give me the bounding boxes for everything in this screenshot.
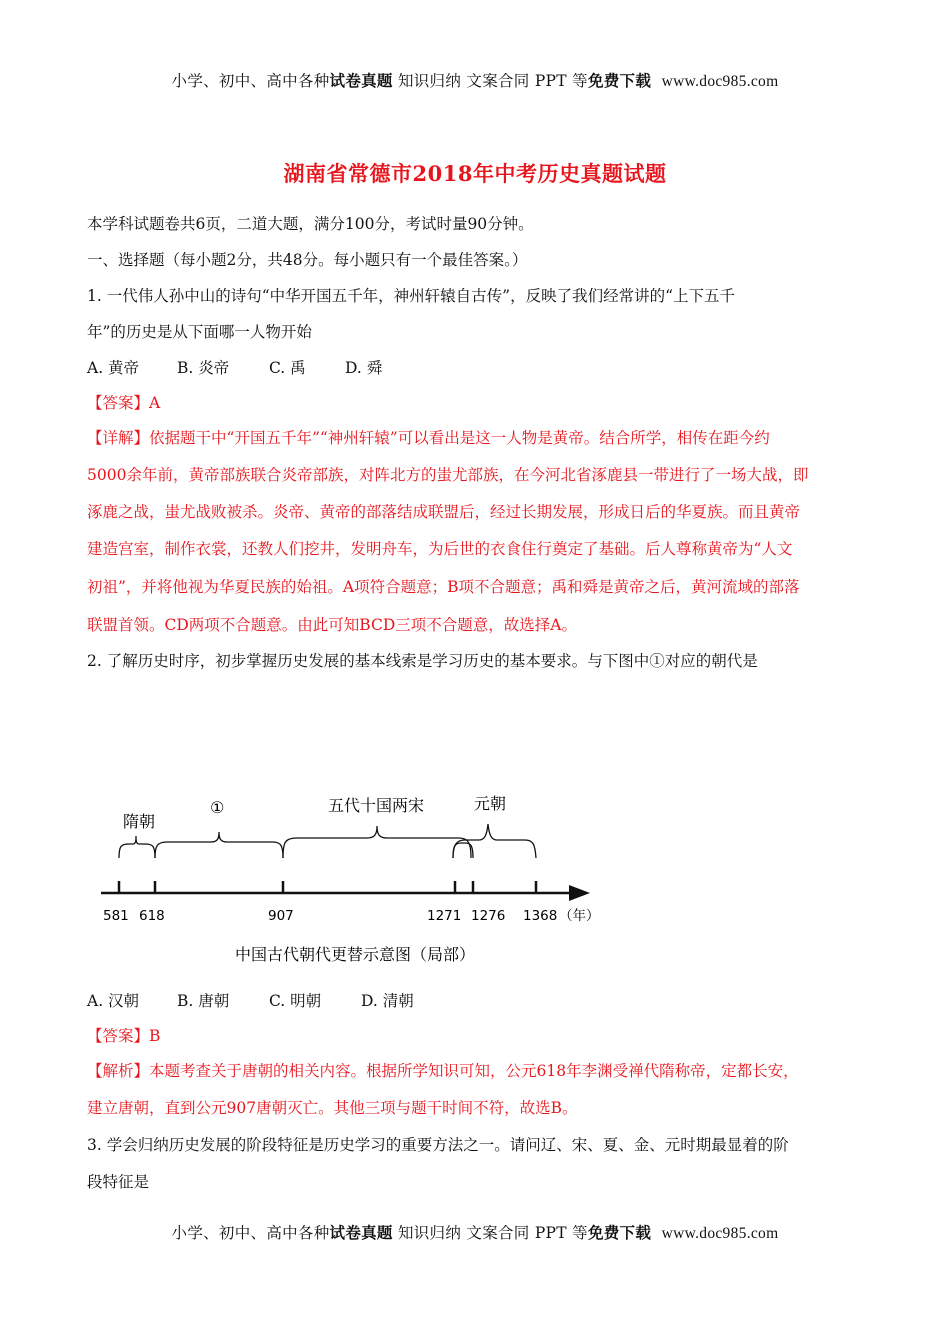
timeline-svg (85, 780, 615, 980)
q1-option-d: D. 舜 (345, 359, 383, 377)
year-unit: （年） (559, 908, 600, 924)
q2-analysis-line: 建立唐朝，直到公元907唐朝灭亡。其他三项与题干时间不符，故选B。 (87, 1099, 578, 1117)
axis-arrow-icon (569, 885, 590, 901)
intro-text: 本学科试题卷共6页，二道大题，满分100分，考试时量90分钟。 (87, 215, 534, 233)
q1-answer: 【答案】A (87, 394, 161, 412)
q1-option-a: A. 黄帝 (87, 359, 140, 377)
q1-option-b: B. 炎帝 (177, 359, 230, 377)
header-banner: 小学、初中、高中各种试卷真题 知识归纳 文案合同 PPT 等免费下载 www.doc985.com (171, 71, 779, 90)
page-title: 湖南省常德市2018年中考历史真题试题 (283, 161, 667, 186)
label-sui: 隋朝 (123, 812, 156, 831)
timeline-figure (85, 780, 615, 980)
q1-detail-line: 初祖”，并将他视为华夏民族的始祖。A项符合题意；B项不合题意；禹和舜是黄帝之后，黄河流域的部落 (87, 578, 800, 596)
footer-banner: 小学、初中、高中各种试卷真题 知识归纳 文案合同 PPT 等免费下载 www.doc985.com (171, 1223, 779, 1242)
year-907: 907 (268, 908, 294, 924)
q1-stem-line2: 年”的历史是从下面哪一人物开始 (87, 323, 312, 341)
site-link[interactable]: www.doc985.com (661, 73, 779, 90)
q2-option-c: C. 明朝 (269, 992, 322, 1010)
q2-option-d: D. 清朝 (361, 992, 414, 1010)
section-heading: 一、选择题（每小题2分，共48分。每小题只有一个最佳答案。） (87, 251, 528, 269)
q1-option-c: C. 禹 (269, 359, 306, 377)
year-581: 581 (103, 908, 129, 924)
year-1276: 1276 (471, 908, 506, 924)
q1-detail-line: 5000余年前，黄帝部族联合炎帝部族，对阵北方的蚩尤部族，在今河北省涿鹿县一带进行了一场大战，即 (87, 466, 809, 484)
year-618: 618 (139, 908, 165, 924)
year-1271: 1271 (427, 908, 462, 924)
label-wudai-liangsong: 五代十国两宋 (328, 796, 425, 815)
q1-detail-line: 建造宫室，制作衣裳，还教人们挖井，发明舟车，为后世的衣食住行奠定了基础。后人尊称黄帝为“人文 (87, 540, 793, 558)
q2-option-b: B. 唐朝 (177, 992, 230, 1010)
brace-yuan-inner (453, 843, 473, 858)
q2-option-a: A. 汉朝 (87, 992, 140, 1010)
q2-answer: 【答案】B (87, 1027, 161, 1045)
q2-options (87, 989, 877, 1011)
brace-sui (119, 836, 155, 858)
figure-caption: 中国古代朝代更替示意图（局部） (235, 945, 476, 964)
year-1368: 1368 (523, 908, 558, 924)
q2-stem: 2. 了解历史时序，初步掌握历史发展的基本线索是学习历史的基本要求。与下图中①对应的朝代是 (87, 652, 758, 670)
label-yuan: 元朝 (474, 794, 507, 813)
brace-dynasty-1 (155, 832, 283, 858)
q1-detail-line: 联盟首领。CD两项不合题意。由此可知BCD三项不合题意，故选择A。 (87, 616, 577, 634)
q3-stem-line2: 段特征是 (87, 1173, 150, 1191)
q1-stem-line1: 1. 一代伟人孙中山的诗句“中华开国五千年，神州轩辕自古传”，反映了我们经常讲的“上下五千 (87, 287, 735, 305)
q1-options (87, 356, 877, 378)
brace-yuan (453, 824, 536, 858)
q1-detail-line: 【详解】依据题干中“开国五千年”“神州轩辕”可以看出是这一人物是黄帝。结合所学，相传在距今约 (87, 429, 770, 447)
q1-detail-line: 涿鹿之战，蚩尤战败被杀。炎帝、黄帝的部落结成联盟后，经过长期发展，形成日后的华夏族。而且黄帝 (87, 503, 801, 521)
label-circled-1: ① (210, 798, 225, 817)
site-link[interactable]: www.doc985.com (661, 1225, 779, 1242)
q3-stem-line1: 3. 学会归纳历史发展的阶段特征是历史学习的重要方法之一。请问辽、宋、夏、金、元时期最显着的阶 (87, 1136, 789, 1154)
brace-wudai (283, 826, 471, 858)
q2-analysis-line: 【解析】本题考查关于唐朝的相关内容。根据所学知识可知，公元618年李渊受禅代隋称帝，定都长安， (87, 1062, 799, 1080)
